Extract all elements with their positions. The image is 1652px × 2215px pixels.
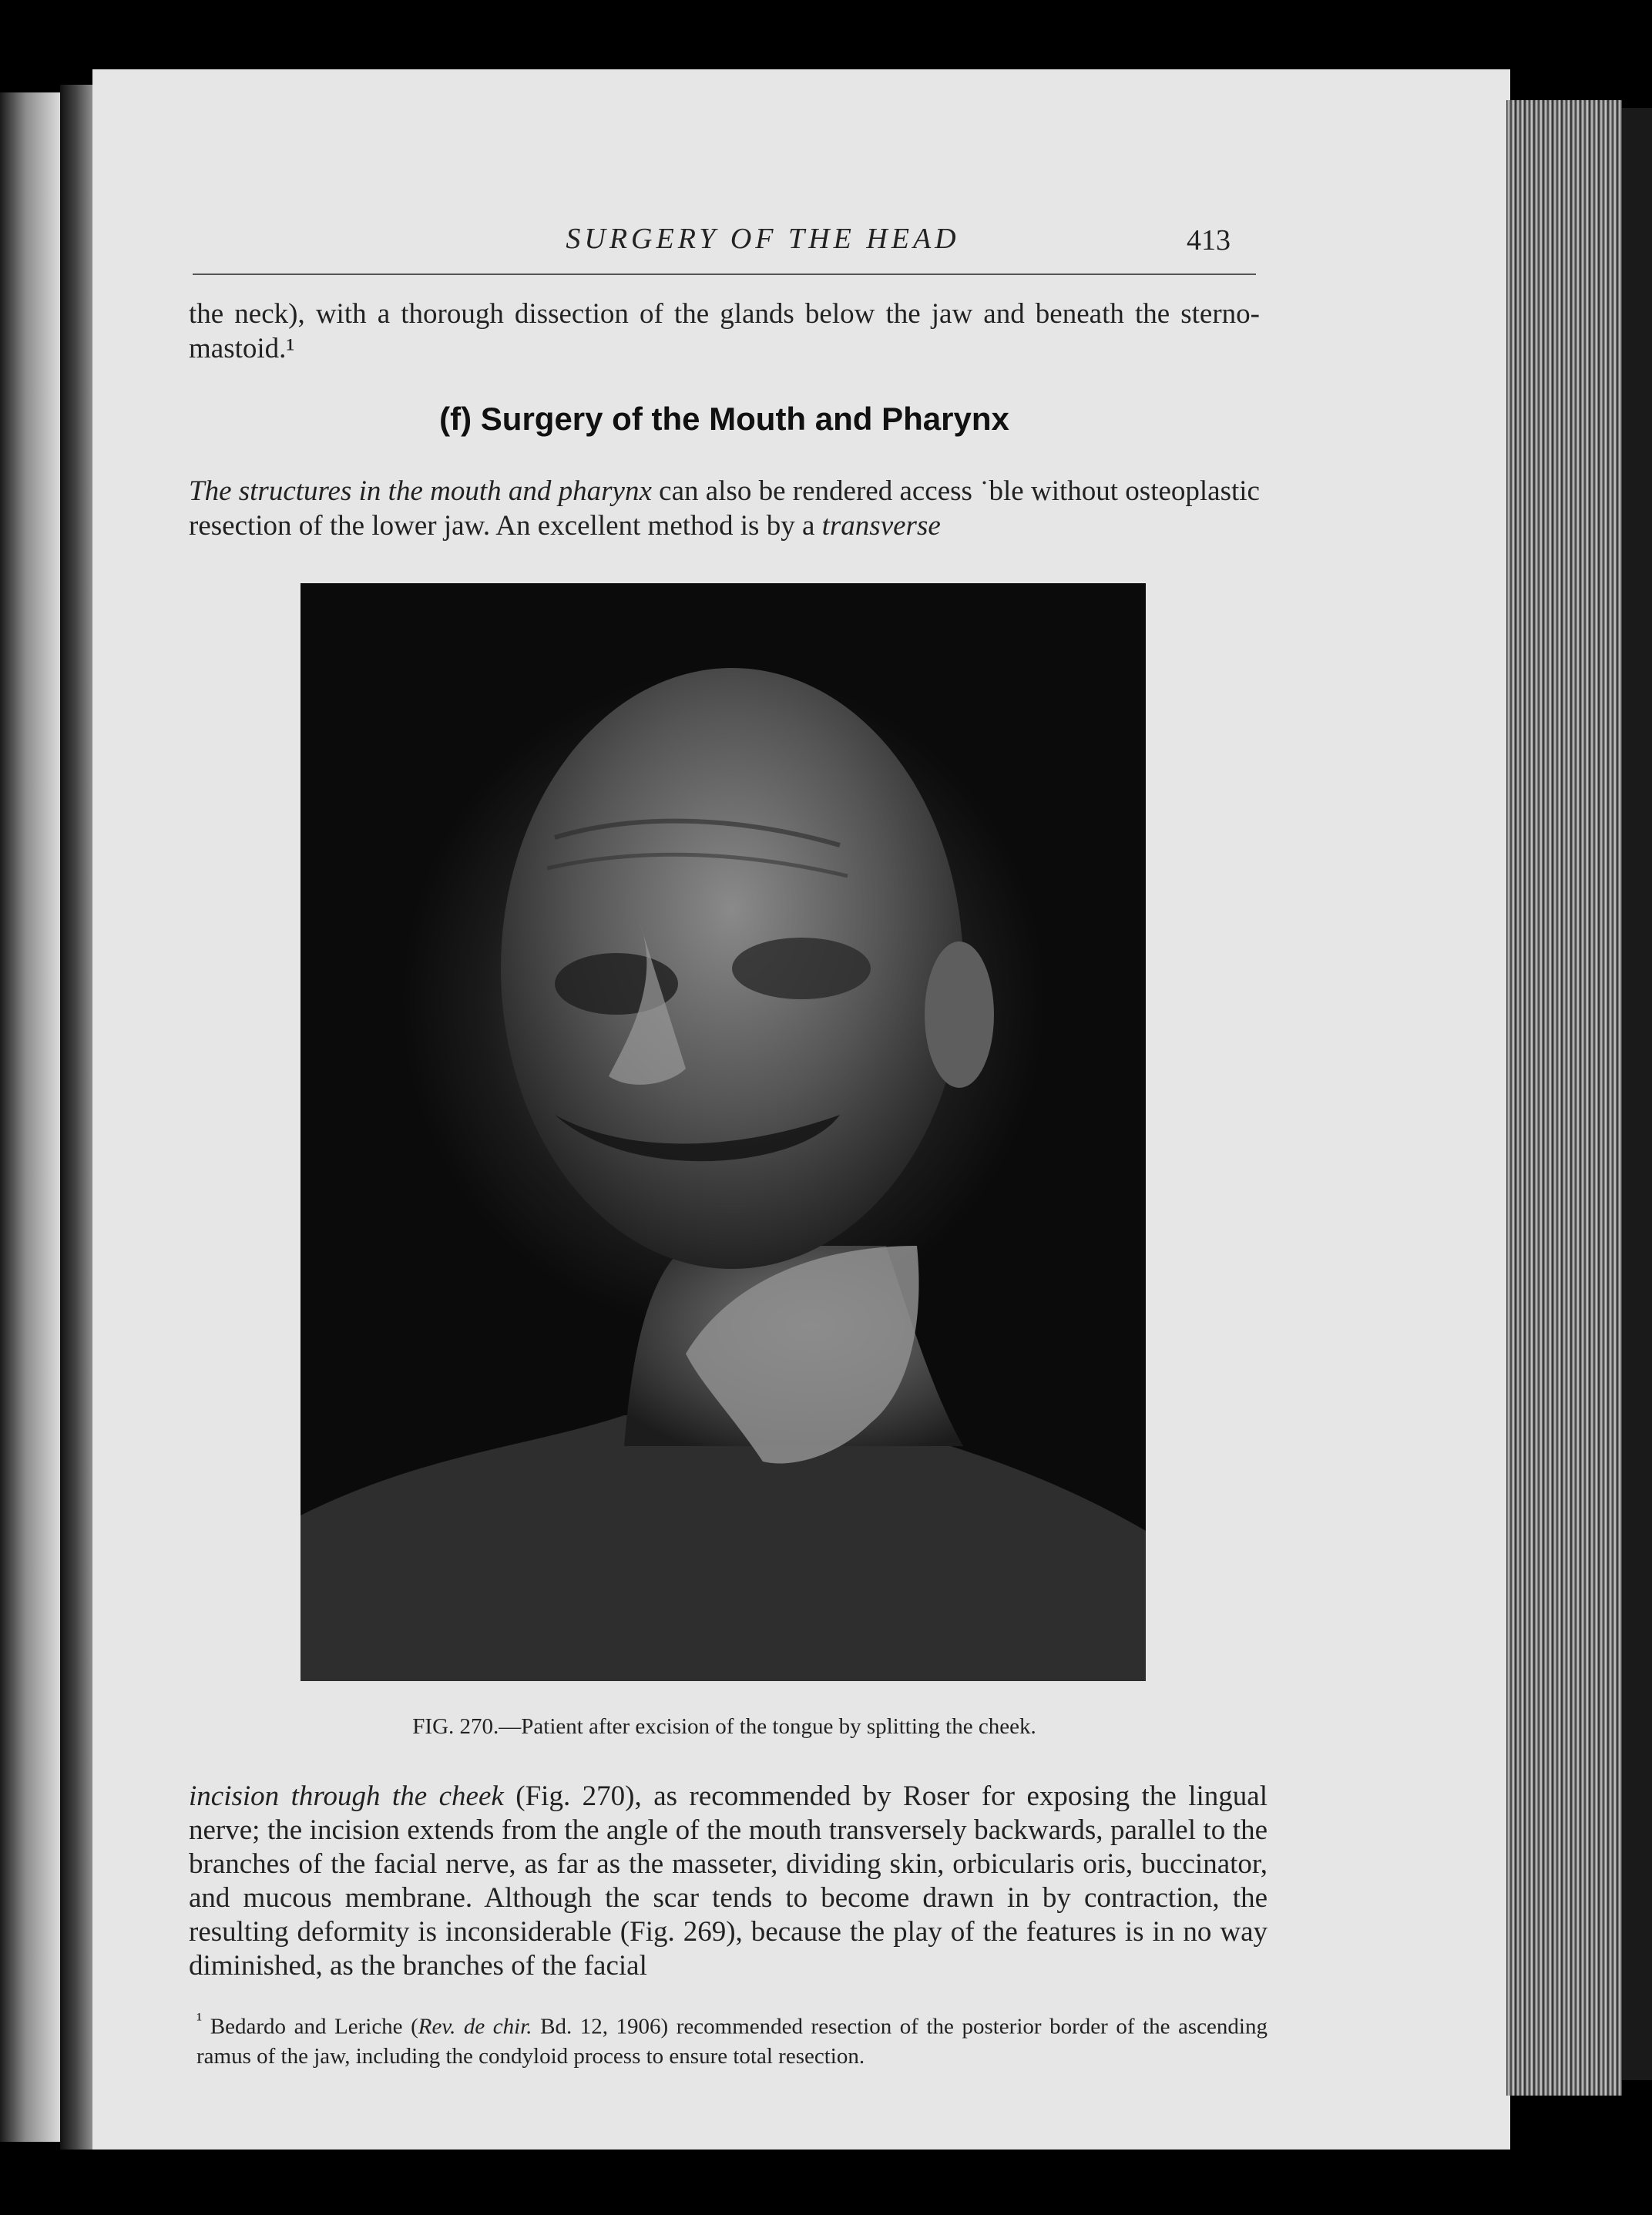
header-rule [193,274,1256,275]
figure-caption: FIG. 270.—Patient after excision of the tongue by splitting the cheek. [412,1714,1036,1739]
footnote-text-before: Bedardo and Leriche ( [202,2014,418,2039]
section-heading: (f) Surgery of the Mouth and Pharynx [439,401,1009,437]
intro-text: can also be rendered access ˙ble without osteoplastic resection of the lower jaw. An excellent method is by a [189,475,1260,542]
intro-italic-tail: transverse [821,510,941,542]
body-paragraph [189,1780,1268,1983]
patient-photograph [301,583,1146,1681]
page-number: 413 [1187,224,1231,257]
top-paragraph: the neck), with a thorough dissection of the glands below the jaw and beneath the sterno-mastoid.¹ [189,298,1260,364]
intro-italic-lead: The structures in the mouth and pharynx [189,475,652,507]
book-cover-edge [1622,108,1652,2080]
right-eye-shadow [732,938,871,999]
page-stack-edges [1506,100,1622,2096]
body-text: (Fig. 270), as recommended by Roser for exposing the lingual nerve; the incision extends from the angle of the mouth transversely backwards, parallel to the branches of the facial nerve, as far as the masseter, dividing skin, orbicularis oris, buccinator, and mucous membrane. Although the scar tends to become drawn in by contraction, the resulting deformity is inconsiderable (Fig. 269), because the play of the features is in no way diminished, as the branches of the facial [189,1780,1268,1982]
running-head: SURGERY OF THE HEAD [566,223,960,255]
footnote-text-after: Bd. 12, 1906) recommended resection of the posterior border of the ascending ramus of the jaw, including the condyloid process to ensure total resection. [196,2014,1268,2069]
footnote-italic-ref: Rev. de chir. [418,2014,532,2039]
footnote [196,2005,1268,2071]
shoulders-shape [301,1415,1146,1681]
intro-paragraph [189,474,1260,543]
ear-shape [925,941,994,1088]
footnote-marker: ¹ [196,2009,203,2030]
body-italic-lead: incision through the cheek [189,1780,504,1812]
